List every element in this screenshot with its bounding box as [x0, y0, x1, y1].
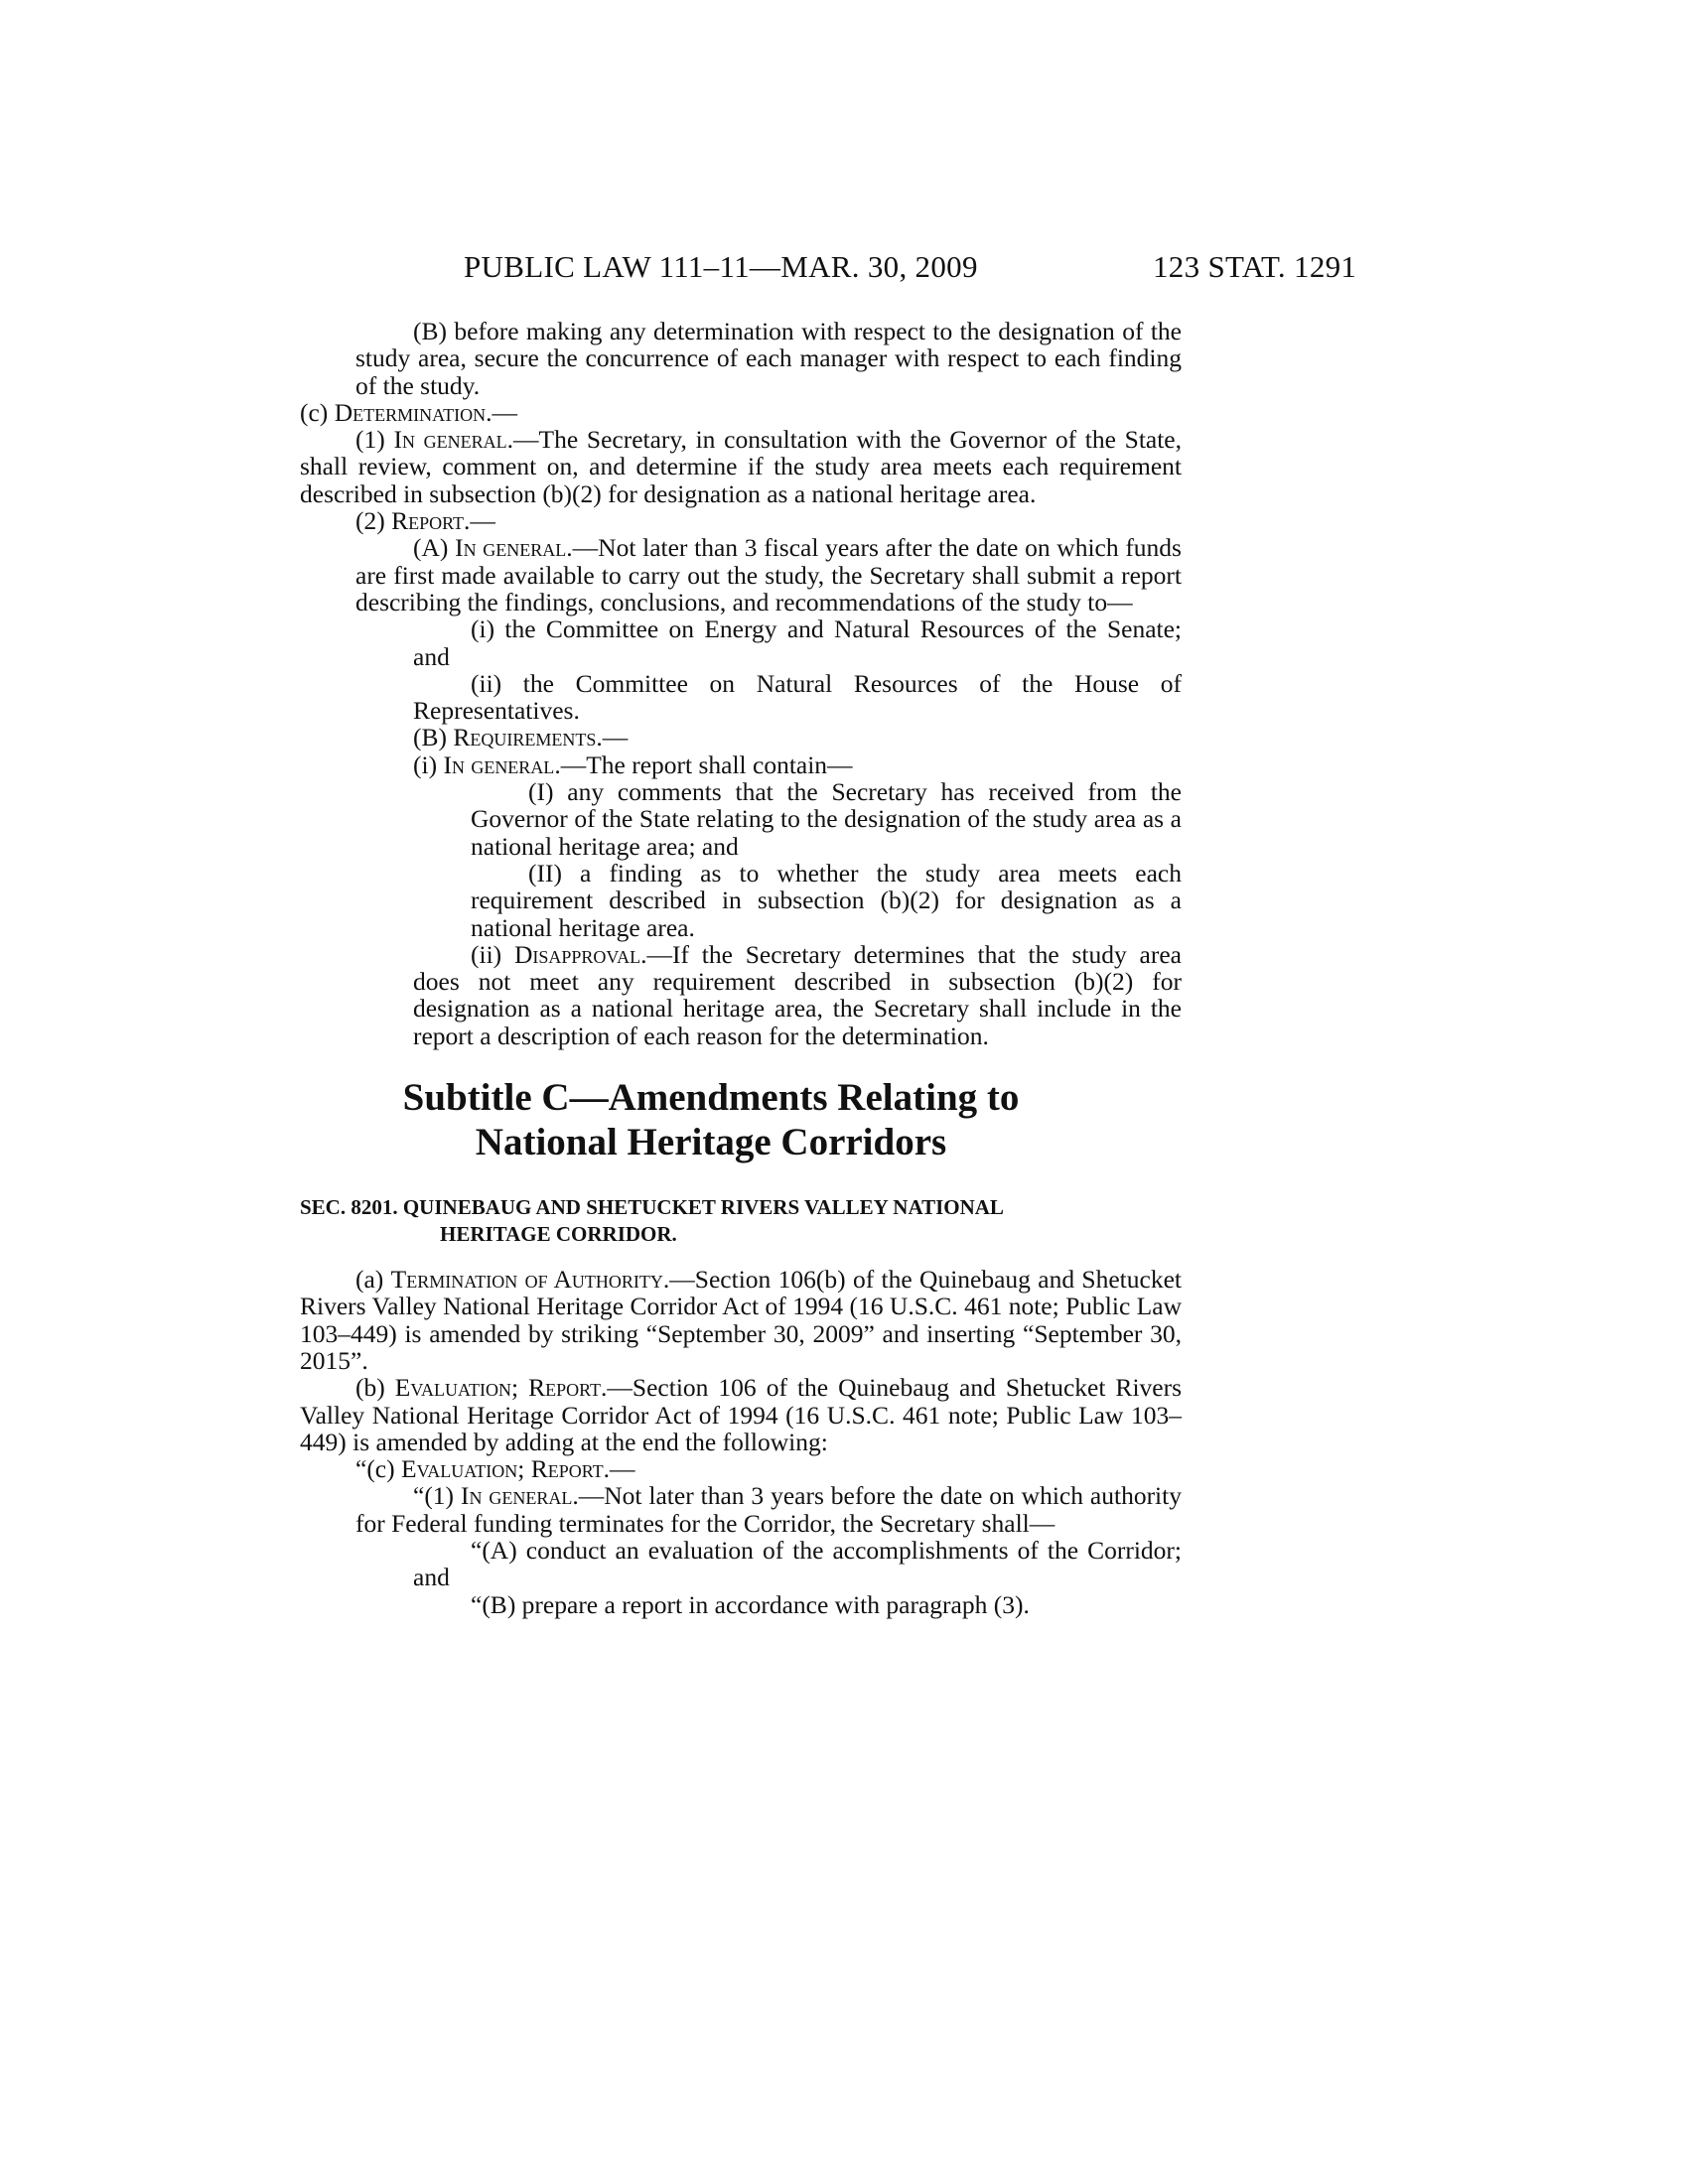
section-heading-line-2: HERITAGE CORRIDOR.: [440, 1222, 677, 1247]
paragraph-b-requirements-heading: (B) Requirements.—: [413, 723, 629, 752]
paragraph-c-determination-heading: (c) Determination.—: [300, 397, 517, 427]
paragraph-a-termination-of-authority: (a) Termination of Authority.—Section 106(b) of the Quinebaug and Shetucket Rivers Valley National Heritage Corridor Act of 1994 (16 U.S.C. 461 note; Public Law 103–449) is amended by striking “September 30, 2009” and inserting “September 30, 2015”.: [300, 1265, 1182, 1375]
paragraph-b-evaluation-report: (b) Evaluation; Report.—Section 106 of the Quinebaug and Shetucket Rivers Valley National Heritage Corridor Act of 1994 (16 U.S.C. 461 note; Public Law 103–449) is amended by adding at the end the following:: [300, 1373, 1183, 1456]
paragraph-i-report-contents: (i) In general.—The report shall contain—: [413, 750, 853, 779]
running-header-page-number: 123 STAT. 1291: [1153, 249, 1357, 284]
section-heading-line-1: SEC. 8201. QUINEBAUG AND SHETUCKET RIVERS VALLEY NATIONAL: [300, 1195, 1004, 1220]
section-heading: [300, 1194, 1182, 1248]
paragraph-2-report-heading: (2) Report.—: [355, 506, 495, 536]
paragraph-1-in-general-evaluation: “(1) In general.—Not later than 3 years before the date on which authority for Federal funding terminates for the Corridor, the Secretary shall—: [355, 1481, 1182, 1538]
running-header-title: PUBLIC LAW 111–11—MAR. 30, 2009: [464, 249, 978, 284]
document-body: [300, 318, 1182, 1618]
paragraph-A-conduct-evaluation: “(A) conduct an evaluation of the accomplishments of the Corridor; and: [413, 1535, 1182, 1592]
paragraph-b-secure-concurrence: (B) before making any determination with respect to the designation of the study area, secure the concurrence of each manager with respect to each finding of the study.: [355, 317, 1182, 400]
paragraph-ii-disapproval: (ii) Disapproval.—If the Secretary determines that the study area does not meet any requirement described in subsection (b)(2) for designation as a national heritage area, the Secretary shall include in the report a description of each reason for the determination.: [413, 939, 1182, 1050]
paragraph-B-prepare-report: “(B) prepare a report in accordance with paragraph (3).: [471, 1589, 1030, 1619]
paragraph-i-senate-committee: (i) the Committee on Energy and Natural Resources of the Senate; and: [413, 614, 1182, 671]
paragraph-II-finding: (II) a finding as to whether the study area meets each requirement described in subsection (b)(2) for designation as a national heritage area.: [471, 858, 1182, 942]
paragraph-I-governor-comments: (I) any comments that the Secretary has received from the Governor of the State relating to the designation of the study area as a national heritage area; and: [471, 777, 1182, 861]
paragraph-ii-house-committee: (ii) the Committee on Natural Resources of the House of Representatives.: [413, 668, 1182, 726]
subtitle-line-2: National Heritage Corridors: [475, 1121, 947, 1164]
subtitle-line-1: Subtitle C—Amendments Relating to: [402, 1076, 1020, 1120]
subtitle-heading: [300, 1075, 1182, 1164]
paragraph-1-in-general: (1) In general.—The Secretary, in consultation with the Governor of the State, shall review, comment on, and determine if the study area meets each requirement described in subsection (b)(2) for designation as a national heritage area.: [300, 425, 1183, 508]
paragraph-a-in-general: (A) In general.—Not later than 3 fiscal years after the date on which funds are first made available to carry out the study, the Secretary shall submit a report describing the findings, conclusions, and recommendations of the study to—: [355, 533, 1182, 616]
paragraph-c-evaluation-report-heading: “(c) Evaluation; Report.—: [355, 1454, 635, 1484]
